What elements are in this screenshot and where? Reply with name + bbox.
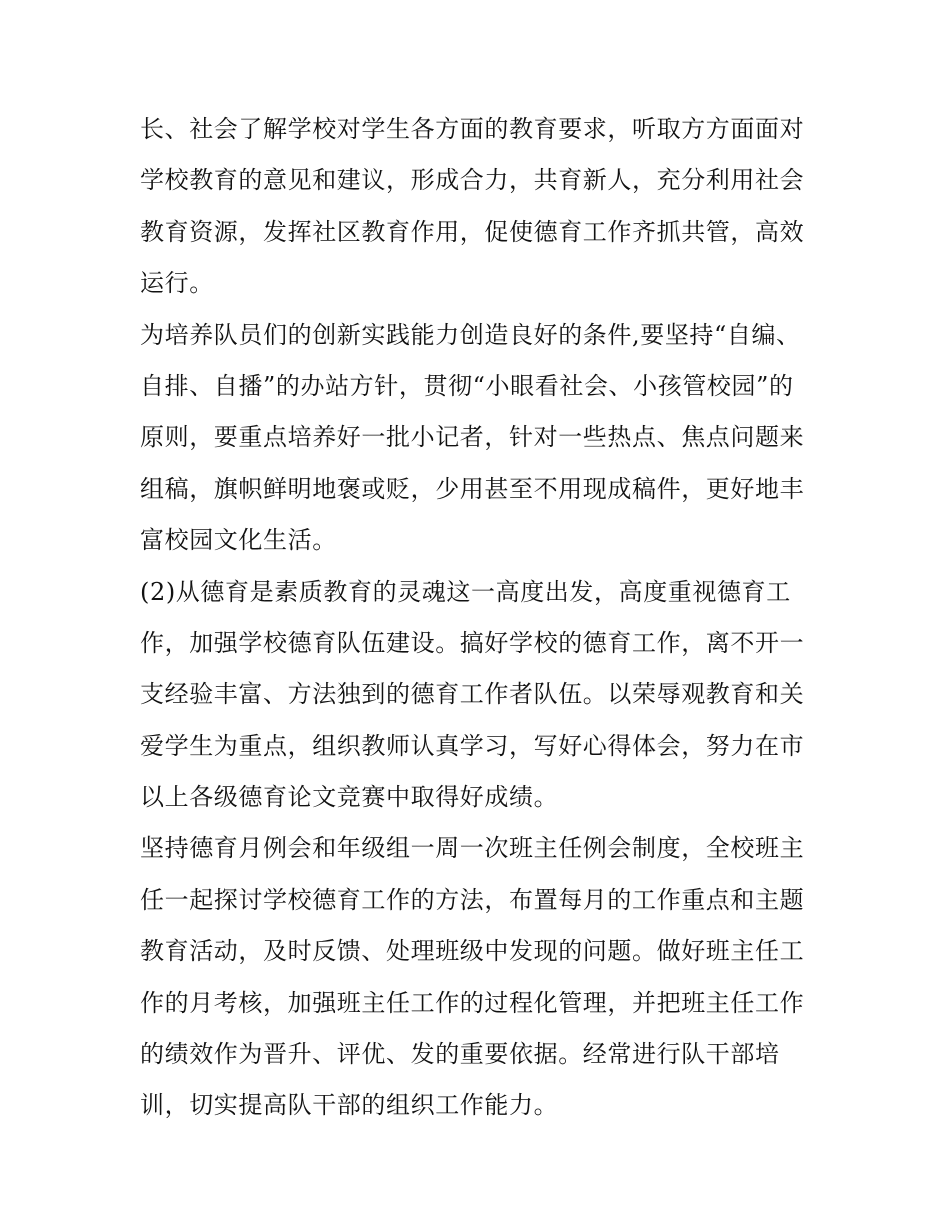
text-line: 自排、自播”的办站方针，贯彻“小眼看社会、小孩管校园”的 xyxy=(140,371,794,400)
text-line: 的绩效作为晋升、评优、发的重要依据。经常进行队干部培 xyxy=(140,1040,780,1069)
text-line: 运行。 xyxy=(140,269,214,298)
text-line: (2)从德育是素质教育的灵魂这一高度出发，高度重视德育工 xyxy=(140,577,791,606)
text-line: 爱学生为重点，组织教师认真学习，写好心得体会，努力在市 xyxy=(140,731,805,760)
text-line: 训，切实提高队干部的组织工作能力。 xyxy=(140,1091,559,1120)
text-line: 支经验丰富、方法独到的德育工作者队伍。以荣辱观教育和关 xyxy=(140,680,805,709)
text-line: 教育资源，发挥社区教育作用，促使德育工作齐抓共管，高效 xyxy=(140,217,805,246)
text-line: 长、社会了解学校对学生各方面的教育要求，听取方方面面对 xyxy=(140,115,805,143)
text-line: 原则，要重点培养好一批小记者，针对一些热点、焦点问题来 xyxy=(140,423,805,452)
text-line: 坚持德育月例会和年级组一周一次班主任例会制度，全校班主 xyxy=(140,834,805,863)
text-line: 以上各级德育论文竞赛中取得好成绩。 xyxy=(140,783,559,812)
text-line: 组稿，旗帜鲜明地褒或贬，少用甚至不用现成稿件，更好地丰 xyxy=(140,474,805,503)
text-line: 作的月考核，加强班主任工作的过程化管理，并把班主任工作 xyxy=(140,988,805,1017)
text-line: 学校教育的意见和建议，形成合力，共育新人，充分利用社会 xyxy=(140,166,805,195)
text-line: 为培养队员们的创新实践能力创造良好的条件,要坚持“自编、 xyxy=(140,320,801,349)
body-text xyxy=(140,104,820,1132)
text-line: 作，加强学校德育队伍建设。搞好学校的德育工作，离不开一 xyxy=(140,628,805,657)
text-line: 教育活动，及时反馈、处理班级中发现的问题。做好班主任工 xyxy=(140,937,805,966)
text-line: 富校园文化生活。 xyxy=(140,526,337,555)
text-line: 任一起探讨学校德育工作的方法，布置每月的工作重点和主题 xyxy=(140,885,805,914)
